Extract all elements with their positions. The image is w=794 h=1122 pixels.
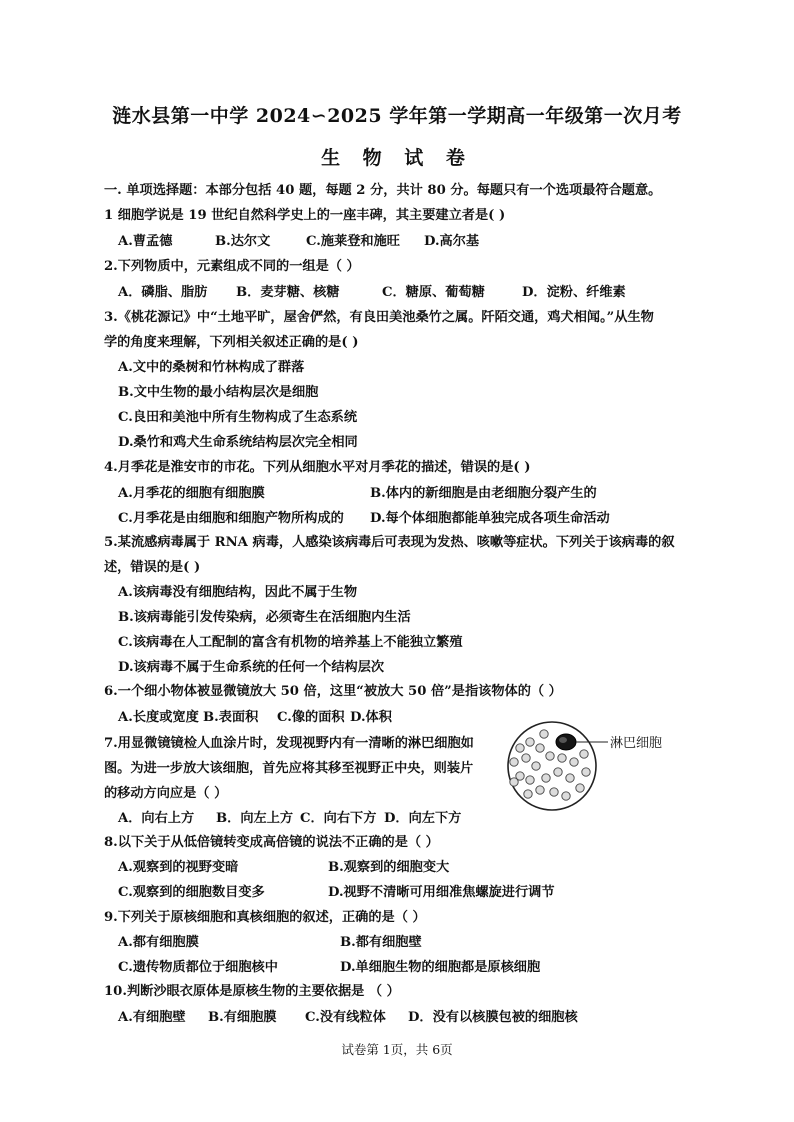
question-6-option-c: C.像的面积 (277, 710, 345, 725)
question-1-stem: 1 细胞学说是 19 世纪自然科学史上的一座丰碑，其主要建立者是( ) (104, 208, 506, 223)
question-4-option-b: B.体内的新细胞是由老细胞分裂产生的 (370, 486, 597, 501)
question-9-option-b: B.都有细胞壁 (340, 935, 422, 950)
question-4-option-a: A.月季花的细胞有细胞膜 (118, 486, 265, 501)
page-footer: 试卷第 1页，共 6页 (341, 1042, 453, 1057)
question-3-option-c: C.良田和美池中所有生物构成了生态系统 (118, 410, 358, 425)
question-5-option-d: D.该病毒不属于生命系统的任何一个结构层次 (118, 660, 385, 675)
question-10-option-c: C.没有线粒体 (305, 1010, 386, 1025)
question-7-option-b: B．向左上方 (216, 811, 294, 826)
question-1-option-d: D.高尔基 (424, 234, 480, 249)
question-8-option-a: A.观察到的视野变暗 (118, 860, 239, 875)
question-6-option-a: A.长度或宽度 (118, 710, 199, 725)
question-5-option-b: B.该病毒能引发传染病，必须寄生在活细胞内生活 (118, 610, 411, 625)
question-9-option-d: D.单细胞生物的细胞都是原核细胞 (340, 960, 541, 975)
question-9-stem: 9.下列关于原核细胞和真核细胞的叙述，正确的是（ ） (104, 910, 426, 925)
question-2-option-d: D．淀粉、纤维素 (522, 285, 626, 300)
question-6-stem: 6.一个细小物体被显微镜放大 50 倍，这里“被放大 50 倍”是指该物体的（ ） (104, 684, 562, 699)
question-9-option-a: A.都有细胞膜 (118, 935, 199, 950)
question-10-option-a: A.有细胞壁 (118, 1010, 186, 1025)
question-2-stem: 2.下列物质中，元素组成不同的一组是（ ） (104, 259, 360, 274)
question-1-option-c: C.施莱登和施旺 (306, 234, 400, 249)
question-5-option-c: C.该病毒在人工配制的富含有机物的培养基上不能独立繁殖 (118, 635, 463, 650)
question-6-option-b: B.表面积 (203, 710, 259, 725)
exam-subtitle: 生 物 试 卷 (321, 147, 473, 169)
question-8-stem: 8.以下关于从低倍镜转变成高倍镜的说法不正确的是（ ） (104, 835, 439, 850)
question-10-stem: 10.判断沙眼衣原体是原核生物的主要依据是 （ ） (104, 984, 400, 999)
question-3-stem-line-2: 学的角度来理解，下列相关叙述正确的是( ) (104, 335, 359, 350)
question-2-option-a: A．磷脂、脂肪 (118, 285, 208, 300)
question-2-option-c: C．糖原、葡萄糖 (382, 285, 485, 300)
question-4-stem: 4.月季花是淮安市的市花。下列从细胞水平对月季花的描述，错误的是( ) (104, 460, 531, 475)
question-3-option-d: D.桑竹和鸡犬生命系统结构层次完全相同 (118, 435, 358, 450)
lymphocyte-nucleus-highlight (559, 737, 567, 743)
exam-title: 涟水县第一中学 2024∽2025 学年第一学期高一年级第一次月考 (112, 105, 682, 127)
microscope-field-figure (500, 720, 700, 826)
section-heading: 一. 单项选择题：本部分包括 40 题，每题 2 分，共计 80 分。每题只有一个选项最符合题意。 (104, 183, 662, 198)
question-8-option-b: B.观察到的细胞变大 (328, 860, 450, 875)
question-1-option-b: B.达尔文 (215, 234, 271, 249)
lymphocyte-cell (556, 734, 576, 750)
question-10-option-d: D．没有以核膜包被的细胞核 (408, 1010, 578, 1025)
question-4-option-d: D.每个体细胞都能单独完成各项生命活动 (370, 511, 610, 526)
field-of-view (508, 722, 596, 810)
question-5-stem-line-1: 5.某流感病毒属于 RNA 病毒，人感染该病毒后可表现为发热、咳嗽等症状。下列关于该病毒的叙 (104, 535, 675, 550)
question-7-option-c: C．向右下方 (300, 811, 377, 826)
question-3-option-a: A.文中的桑树和竹林构成了群落 (118, 360, 305, 375)
question-8-option-c: C.观察到的细胞数目变多 (118, 885, 265, 900)
question-2-option-b: B．麦芽糖、核糖 (236, 285, 340, 300)
question-3-stem-line-1: 3.《桃花源记》中“土地平旷，屋舍俨然，有良田美池桑竹之属。阡陌交通，鸡犬相闻。”从生物 (104, 310, 654, 325)
question-5-stem-line-2: 述，错误的是( ) (104, 560, 201, 575)
question-7-option-a: A．向右上方 (118, 811, 195, 826)
question-9-option-c: C.遗传物质都位于细胞核中 (118, 960, 278, 975)
question-5-option-a: A.该病毒没有细胞结构，因此不属于生物 (118, 585, 358, 600)
question-7-stem-line-3: 的移动方向应是（ ） (104, 786, 228, 801)
question-8-option-d: D.视野不清晰可用细准焦螺旋进行调节 (328, 885, 555, 900)
question-7-stem-line-1: 7.用显微镜镜检人血涂片时，发现视野内有一清晰的淋巴细胞如 (104, 736, 474, 751)
question-6-option-d: D.体积 (350, 710, 392, 725)
question-7-option-d: D．向左下方 (384, 811, 462, 826)
question-10-option-b: B.有细胞膜 (208, 1010, 277, 1025)
question-4-option-c: C.月季花是由细胞和细胞产物所构成的 (118, 511, 344, 526)
figure-label-lymphocyte: 淋巴细胞 (610, 736, 663, 751)
question-7-stem-line-2: 图。为进一步放大该细胞，首先应将其移至视野正中央，则装片 (104, 761, 474, 776)
question-1-option-a: A.曹孟德 (118, 234, 173, 249)
question-3-option-b: B.文中生物的最小结构层次是细胞 (118, 385, 319, 400)
